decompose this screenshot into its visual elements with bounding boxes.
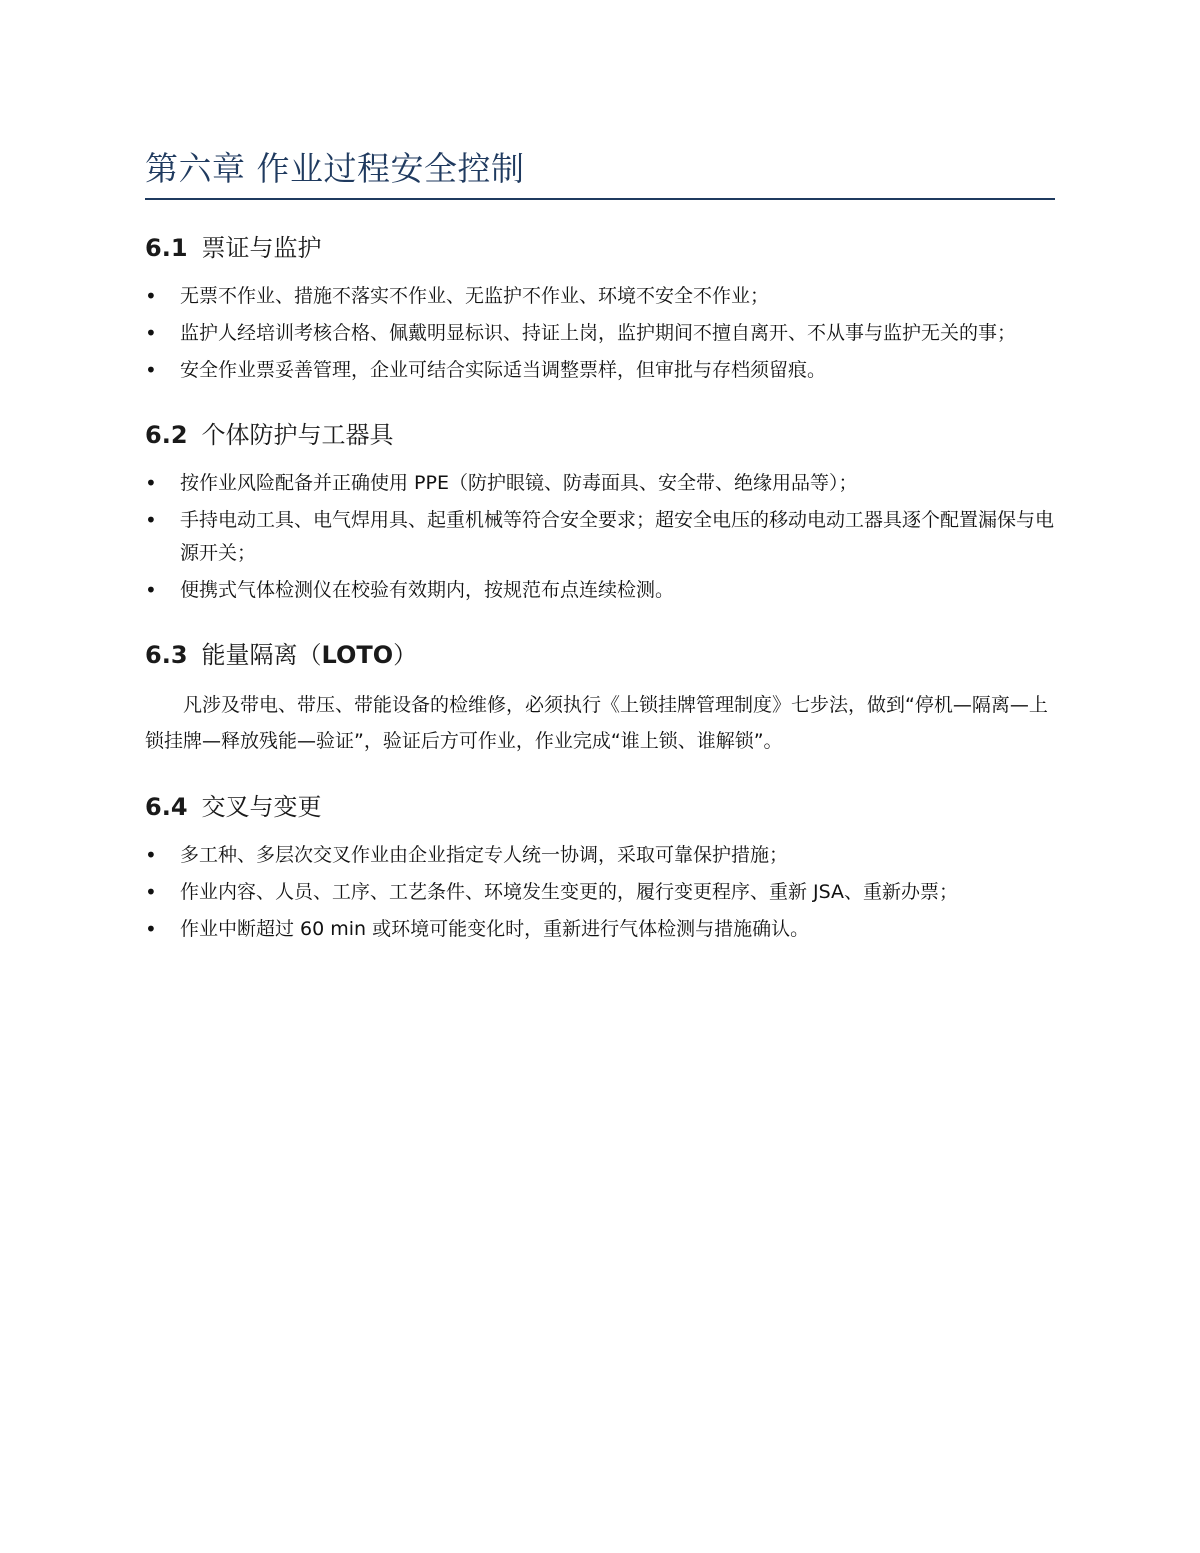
document-page [145,148,1055,950]
bullet-icon: • [145,321,157,345]
list-item [145,467,1055,500]
list-item [145,504,1055,570]
section-number: 6.4 [145,793,188,821]
list-item [145,280,1055,313]
bullet-icon: • [145,578,157,602]
list-item [145,876,1055,909]
section-6-2 [145,419,1055,607]
section-title: 个体防护与工器具 [201,421,394,449]
section-title-prefix: 能量隔离（ [201,641,322,669]
section-title: 交叉与变更 [201,793,322,821]
section-paragraph: 凡涉及带电、带压、带能设备的检维修，必须执行《上锁挂牌管理制度》七步法，做到“停机—隔离—上锁挂牌—释放残能—验证”，验证后方可作业，作业完成“谁上锁、谁解锁”。 [145,694,1048,752]
section-number: 6.3 [145,641,188,669]
list-item-text: 作业内容、人员、工序、工艺条件、环境发生变更的，履行变更程序、重新 JSA、重新办票； [180,881,959,903]
list-item [145,354,1055,387]
bullet-icon: • [145,843,157,867]
bullet-icon: • [145,358,157,382]
section-title: 票证与监护 [201,234,322,262]
bullet-icon: • [145,284,157,308]
bullet-icon: • [145,471,157,495]
list-item-text: 安全作业票妥善管理，企业可结合实际适当调整票样，但审批与存档须留痕。 [180,359,827,381]
section-6-3 [145,639,1055,759]
section-title-suffix: ） [393,641,418,669]
list-item-text: 监护人经培训考核合格、佩戴明显标识、持证上岗，监护期间不擅自离开、不从事与监护无关的事； [180,322,1017,344]
bullet-icon: • [145,917,157,941]
chapter-title: 第六章 作业过程安全控制 [145,148,1055,200]
section-number: 6.1 [145,234,188,262]
bullet-list [145,839,1055,946]
bullet-list [145,467,1055,607]
section-heading [145,791,1055,823]
list-item-text: 无票不作业、措施不落实不作业、无监护不作业、环境不安全不作业； [180,285,770,307]
bullet-icon: • [145,508,157,532]
bullet-list [145,280,1055,387]
section-title-acronym: LOTO [321,641,394,669]
list-item [145,839,1055,872]
list-item-text: 作业中断超过 60 min 或环境可能变化时，重新进行气体检测与措施确认。 [180,918,810,940]
section-heading [145,639,1055,671]
section-6-4 [145,791,1055,946]
list-item-text: 多工种、多层次交叉作业由企业指定专人统一协调，采取可靠保护措施； [180,844,789,866]
list-item [145,574,1055,607]
section-number: 6.2 [145,421,188,449]
list-item-text: 手持电动工具、电气焊用具、起重机械等符合安全要求；超安全电压的移动电动工器具逐个配置漏保与电源开关； [180,509,1055,564]
section-heading [145,232,1055,264]
section-6-1 [145,232,1055,387]
section-heading [145,419,1055,451]
bullet-icon: • [145,880,157,904]
list-item [145,317,1055,350]
list-item [145,913,1055,946]
list-item-text: 便携式气体检测仪在校验有效期内，按规范布点连续检测。 [180,579,675,601]
list-item-text: 按作业风险配备并正确使用 PPE（防护眼镜、防毒面具、安全带、绝缘用品等）； [180,472,858,494]
